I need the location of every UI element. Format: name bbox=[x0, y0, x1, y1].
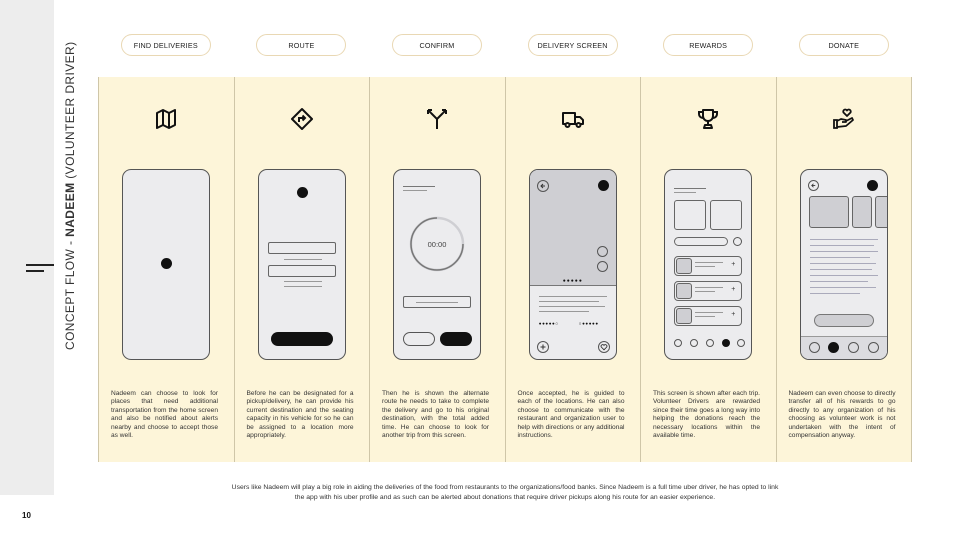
reward-thumbnail bbox=[676, 258, 692, 274]
nav-dot[interactable] bbox=[868, 342, 879, 353]
arrow-left-icon bbox=[810, 182, 817, 189]
submit-button[interactable] bbox=[271, 332, 333, 346]
info-line bbox=[810, 263, 876, 264]
reward-title-line bbox=[695, 262, 723, 263]
info-line bbox=[539, 296, 607, 297]
arrow-left-icon bbox=[539, 182, 547, 190]
add-reward-icon[interactable]: + bbox=[731, 311, 736, 318]
reward-thumbnail bbox=[676, 308, 692, 324]
heading-line bbox=[674, 188, 706, 189]
flow-band bbox=[98, 77, 912, 462]
step-pill-delivery-screen: DELIVERY SCREEN bbox=[528, 34, 618, 56]
map-icon bbox=[154, 107, 178, 131]
info-line bbox=[810, 239, 878, 240]
reward-subtitle-line bbox=[695, 316, 715, 317]
wireframe-phone-delivery bbox=[529, 169, 617, 360]
page-title bbox=[63, 42, 77, 350]
reward-title-line bbox=[695, 287, 723, 288]
reward-card[interactable] bbox=[710, 200, 742, 230]
step-column-route bbox=[235, 77, 371, 462]
step-description: Nadeem can choose to look for places that need additional transportation from the home screen and also be notified about alerts nearby and choose to accept those as well. bbox=[111, 390, 218, 440]
avatar bbox=[598, 180, 609, 191]
timer-text: 00:00 bbox=[427, 240, 447, 249]
step-column-donate bbox=[777, 77, 913, 462]
wireframe-phone-route bbox=[258, 169, 346, 360]
reward-card[interactable] bbox=[674, 200, 706, 230]
destination-input[interactable] bbox=[268, 242, 336, 254]
footer-note: Users like Nadeem will play a big role in aiding the deliveries of the food from restaurants to the organizations/food banks. Since Nadeem is a full time uber driver, he has opted to link the app with his uber profile and as such can be alerted about donations that require driver pickups along his route for an easier experience. bbox=[231, 484, 779, 501]
map-pager-dots: ●●●●● bbox=[562, 278, 583, 284]
accent-line bbox=[26, 264, 54, 266]
reward-title-line bbox=[695, 312, 723, 313]
trophy-icon bbox=[696, 107, 720, 131]
nav-dot-active[interactable] bbox=[722, 339, 730, 347]
filter-button[interactable] bbox=[733, 237, 742, 246]
page-number: 10 bbox=[22, 511, 31, 520]
donate-heart-hand-icon bbox=[832, 107, 856, 131]
nav-dot[interactable] bbox=[737, 339, 745, 347]
location-dot bbox=[161, 258, 172, 269]
timer-ring bbox=[408, 215, 466, 273]
step-pill-donate: DONATE bbox=[799, 34, 889, 56]
nav-dot-active[interactable] bbox=[828, 342, 839, 353]
step-pill-find-deliveries: FIND DELIVERIES bbox=[121, 34, 211, 56]
step-pill-confirm: CONFIRM bbox=[392, 34, 482, 56]
wireframe-phone-rewards bbox=[664, 169, 752, 360]
step-column-confirm bbox=[370, 77, 506, 462]
accept-button[interactable] bbox=[440, 332, 472, 346]
reward-thumbnail bbox=[676, 283, 692, 299]
truck-icon bbox=[561, 107, 585, 131]
info-line bbox=[539, 301, 599, 302]
step-column-delivery-screen bbox=[506, 77, 642, 462]
title-suffix: (VOLUNTEER DRIVER) bbox=[63, 41, 77, 183]
direction-sign-icon bbox=[290, 107, 314, 131]
progress-dots: ○●●●●● bbox=[578, 321, 599, 326]
reward-subtitle-line bbox=[695, 266, 715, 267]
plus-icon bbox=[539, 343, 547, 351]
wireframe-phone-home bbox=[122, 169, 210, 360]
step-pill-route: ROUTE bbox=[256, 34, 346, 56]
title-prefix: CONCEPT FLOW - bbox=[63, 236, 77, 350]
info-line bbox=[810, 287, 876, 288]
subheading-line bbox=[674, 192, 696, 193]
nav-dot[interactable] bbox=[706, 339, 714, 347]
title-name: NADEEM bbox=[63, 182, 77, 237]
map-control-button[interactable] bbox=[597, 246, 608, 257]
nav-dot[interactable] bbox=[809, 342, 820, 353]
divider-line bbox=[284, 286, 322, 287]
step-pill-rewards: REWARDS bbox=[663, 34, 753, 56]
add-reward-icon[interactable]: + bbox=[731, 261, 736, 268]
subheading-line bbox=[403, 190, 427, 191]
add-reward-icon[interactable]: + bbox=[731, 286, 736, 293]
progress-dots: ●●●●●○ bbox=[538, 321, 559, 326]
route-line bbox=[416, 302, 458, 303]
step-description: Then he is shown the alternate route he needs to take to complete the delivery and go to his original destination, with the total added time. He can choose to look for another trip from this screen. bbox=[382, 390, 489, 440]
avatar bbox=[867, 180, 878, 191]
reward-search-bar[interactable] bbox=[674, 237, 728, 246]
avatar bbox=[297, 187, 308, 198]
nav-dot[interactable] bbox=[848, 342, 859, 353]
reward-subtitle-line bbox=[695, 291, 715, 292]
info-line bbox=[810, 281, 868, 282]
nav-dot[interactable] bbox=[674, 339, 682, 347]
map-control-button[interactable] bbox=[597, 261, 608, 272]
decline-button[interactable] bbox=[403, 332, 435, 346]
step-description: This screen is shown after each trip. Volunteer Drivers are rewarded since their time goes a long way into helping the donations reach the necessary locations within the available time. bbox=[653, 390, 760, 440]
info-line bbox=[539, 306, 605, 307]
organization-card[interactable] bbox=[852, 196, 872, 228]
organization-card[interactable] bbox=[809, 196, 849, 228]
heading-line bbox=[403, 186, 435, 187]
seating-capacity-input[interactable] bbox=[268, 265, 336, 277]
step-description: Nadeem can even choose to directly transfer all of his rewards to go directly to any organization of his choosing as volunteer work is not undertaken with the intent of compensation anyway. bbox=[788, 390, 896, 440]
heart-icon bbox=[600, 343, 608, 351]
info-line bbox=[810, 293, 860, 294]
left-sidebar bbox=[0, 0, 54, 495]
route-split-icon bbox=[425, 107, 449, 131]
info-line bbox=[810, 257, 870, 258]
organization-card[interactable] bbox=[875, 196, 888, 228]
info-line bbox=[810, 251, 878, 252]
step-column-find-deliveries bbox=[99, 77, 235, 462]
info-line bbox=[810, 275, 878, 276]
wireframe-phone-donate bbox=[800, 169, 888, 360]
donate-button[interactable] bbox=[814, 314, 874, 327]
divider-line bbox=[284, 281, 322, 282]
step-labels bbox=[98, 34, 912, 56]
step-column-rewards bbox=[641, 77, 777, 462]
accent-line-short bbox=[26, 270, 44, 272]
info-line bbox=[539, 311, 589, 312]
info-line bbox=[810, 269, 872, 270]
wireframe-phone-confirm bbox=[393, 169, 481, 360]
divider-line bbox=[284, 259, 322, 260]
nav-dot[interactable] bbox=[690, 339, 698, 347]
step-description: Once accepted, he is guided to each of the locations. He can also choose to communicate with the restaurant and organization user to help with directions or any additional instructions. bbox=[517, 390, 625, 440]
info-line bbox=[810, 245, 874, 246]
step-description: Before he can be designated for a pickup/delivery, he can provide his current destination and the seating capacity in his vehicle for so he can be assigned to a location more appropriately. bbox=[246, 390, 354, 440]
